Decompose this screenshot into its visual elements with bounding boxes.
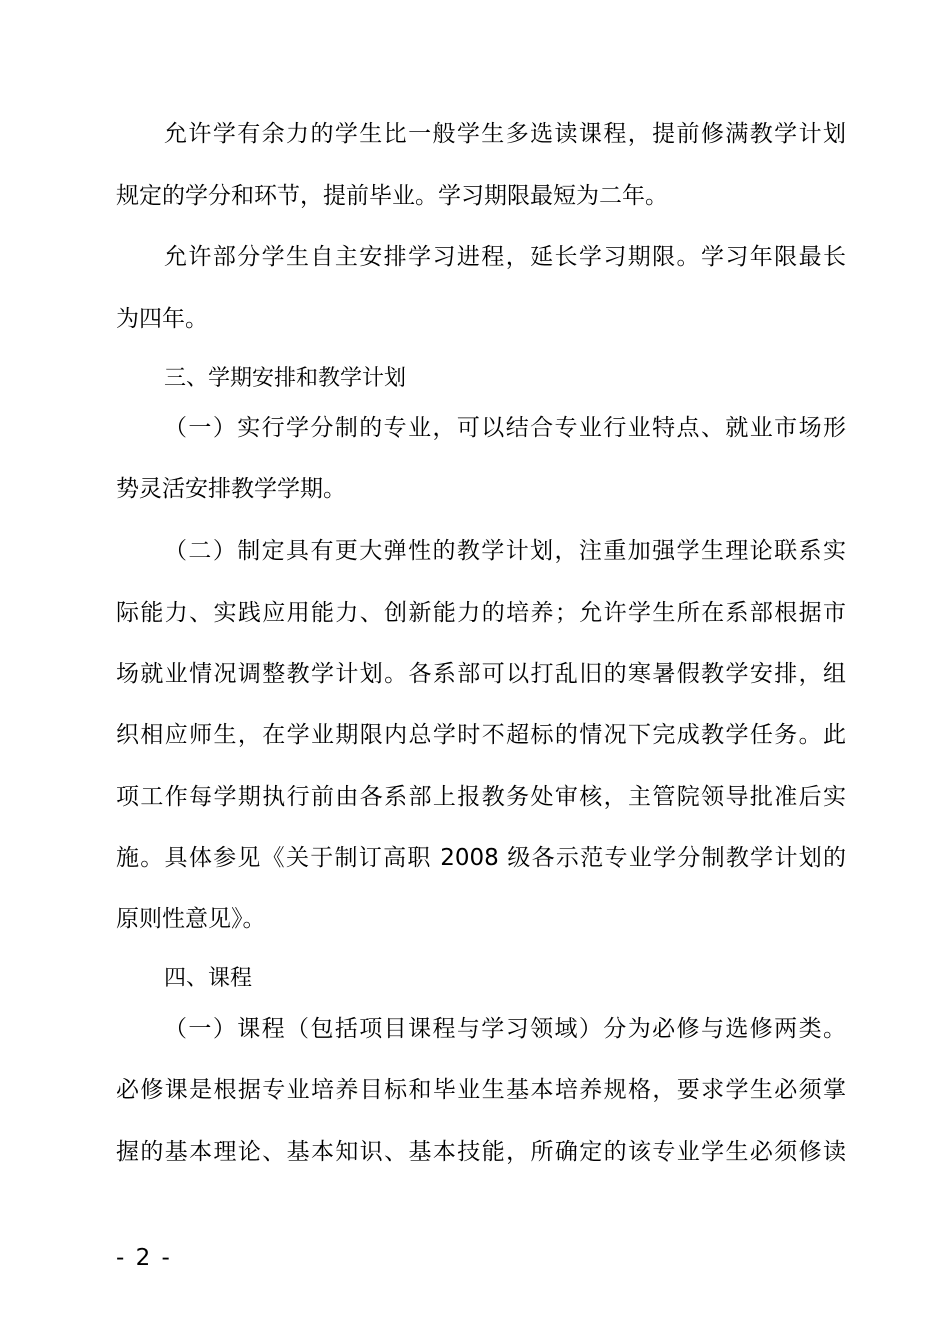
- paragraph-line: （一）课程（包括项目课程与学习领域）分为必修与选修两类。: [164, 1016, 846, 1042]
- paragraph-line: 原则性意见》。: [116, 906, 266, 932]
- paragraph-line: （一）实行学分制的专业，可以结合专业行业特点、就业市场形: [164, 415, 846, 441]
- paragraph-line: 施。具体参见《关于制订高职 2008 级各示范专业学分制教学计划的: [116, 845, 846, 871]
- paragraph-line: 际能力、实践应用能力、创新能力的培养；允许学生所在系部根据市: [116, 600, 846, 626]
- paragraph-line: 握的基本理论、基本知识、基本技能，所确定的该专业学生必须修读: [116, 1139, 846, 1165]
- paragraph-line: 允许部分学生自主安排学习进程，延长学习期限。学习年限最长: [164, 244, 846, 270]
- section-heading: 四、课程: [164, 966, 253, 991]
- section-heading: 三、学期安排和教学计划: [164, 366, 407, 391]
- paragraph-line: 场就业情况调整教学计划。各系部可以打乱旧的寒暑假教学安排，组: [116, 661, 846, 687]
- paragraph-line: 允许学有余力的学生比一般学生多选读课程，提前修满教学计划: [164, 121, 846, 147]
- paragraph-line: 项工作每学期执行前由各系部上报教务处审核，主管院领导批准后实: [116, 784, 846, 810]
- paragraph-line: （二）制定具有更大弹性的教学计划，注重加强学生理论联系实: [164, 538, 846, 564]
- paragraph-line: 织相应师生，在学业期限内总学时不超标的情况下完成教学任务。此: [116, 722, 846, 748]
- paragraph-line: 必修课是根据专业培养目标和毕业生基本培养规格，要求学生必须掌: [116, 1077, 846, 1103]
- page-number: - 2 -: [116, 1245, 172, 1271]
- paragraph-line: 势灵活安排教学学期。: [116, 476, 346, 502]
- paragraph-line: 为四年。: [116, 306, 208, 332]
- paragraph-line: 规定的学分和环节，提前毕业。学习期限最短为二年。: [116, 183, 668, 209]
